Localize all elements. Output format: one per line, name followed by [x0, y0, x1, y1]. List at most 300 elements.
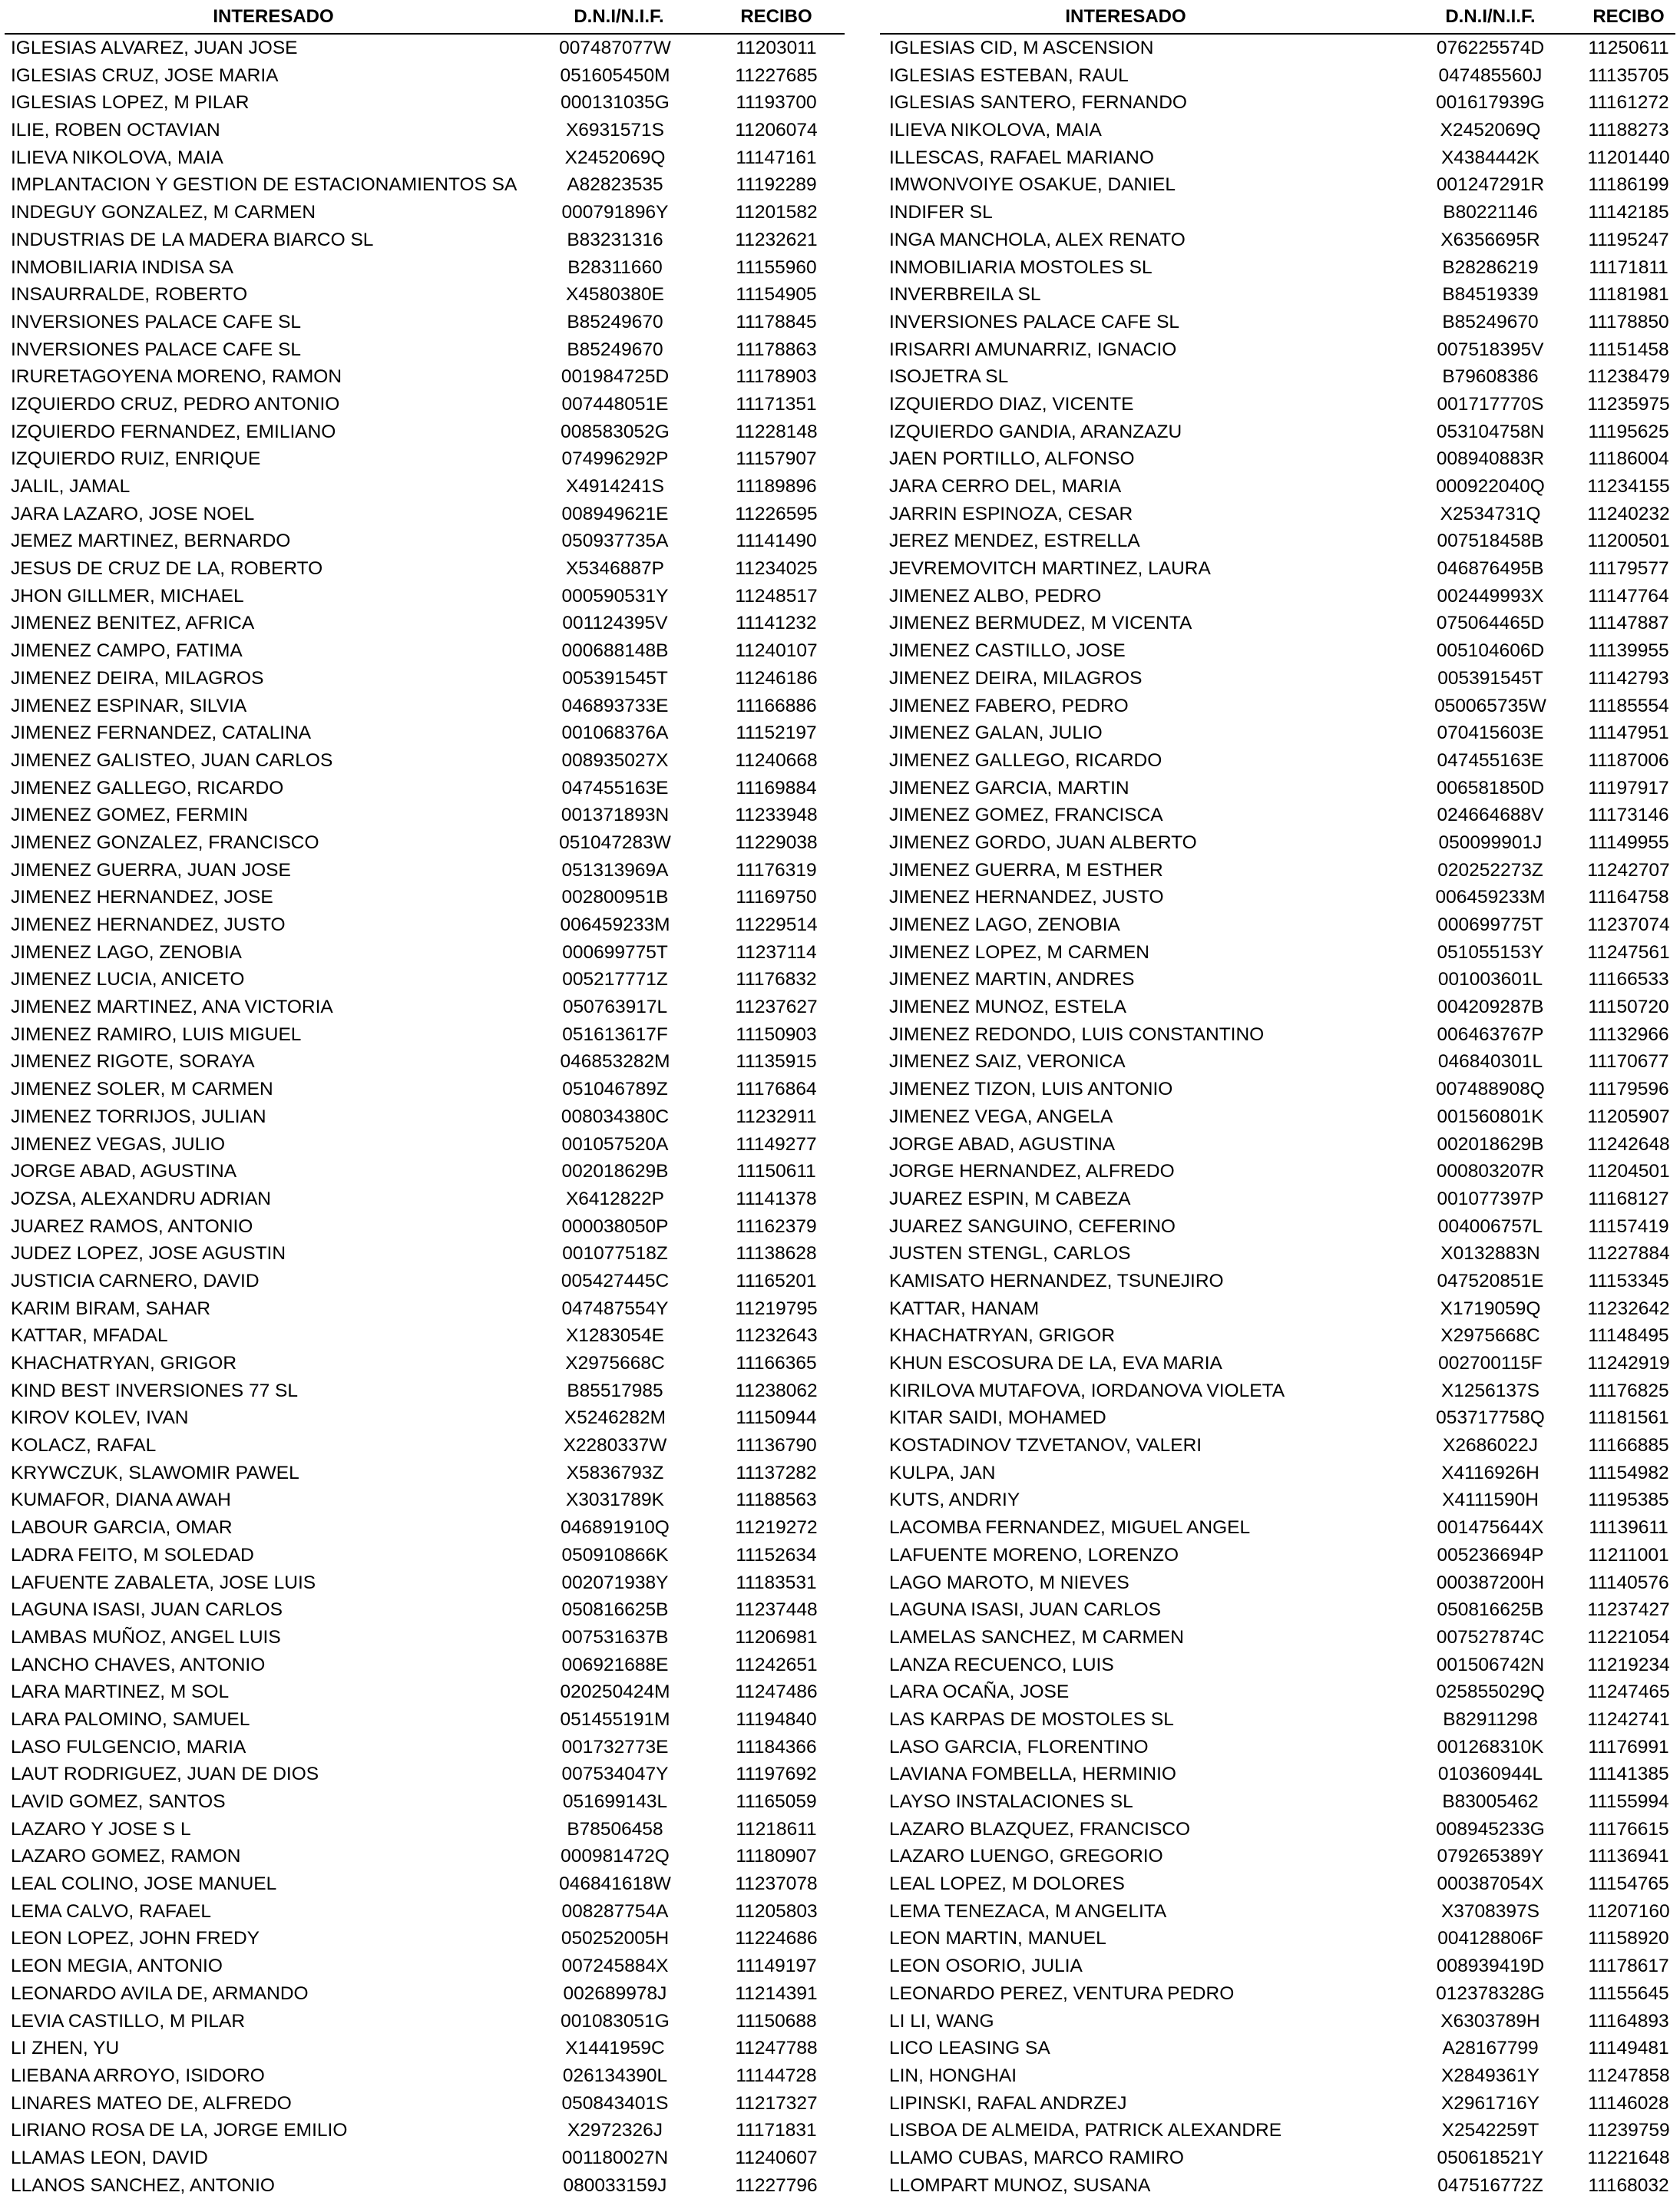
recibo-cell: 11227685: [735, 64, 818, 86]
dni-cell: 051605450M: [560, 64, 670, 86]
recibo-cell: 11240232: [1587, 503, 1670, 524]
recibo-cell: 11206074: [735, 120, 818, 141]
recibo-cell: 11185554: [1588, 695, 1669, 716]
dni-cell: 047455163E: [1437, 749, 1544, 771]
dni-cell: X0132883N: [1440, 1243, 1540, 1265]
dni-cell: B84519339: [1442, 284, 1539, 306]
recibo-cell: 11250611: [1588, 38, 1669, 58]
interesado-cell: IZQUIERDO GANDIA, ARANZAZU: [889, 421, 1182, 442]
table-row: [5, 473, 845, 501]
table-row: [5, 1542, 845, 1569]
table-row: [880, 501, 1675, 528]
table-row: [5, 1404, 845, 1432]
dni-cell: X2280337W: [563, 1435, 667, 1457]
recibo-cell: 11203011: [736, 38, 817, 58]
table-row: [5, 583, 845, 610]
recibo-cell: 11135705: [1588, 64, 1669, 86]
interesado-cell: INSAURRALDE, ROBERTO: [11, 284, 248, 306]
recibo-cell: 11232642: [1587, 1298, 1670, 1319]
interesado-cell: JALIL, JAMAL: [11, 476, 131, 497]
dni-cell: X2961716Y: [1440, 2092, 1540, 2114]
interesado-cell: JIMENEZ GARCIA, MARTIN: [889, 777, 1129, 799]
table-row: [5, 35, 845, 62]
table-row: [5, 1268, 845, 1295]
dni-cell: 001077518Z: [562, 1243, 668, 1265]
table-row: [880, 2008, 1675, 2035]
table-row: [5, 89, 845, 117]
header-recibo: RECIBO: [740, 6, 812, 27]
dni-cell: 000791896Y: [561, 202, 669, 223]
recibo-cell: 11152197: [736, 723, 817, 744]
interesado-cell: LACOMBA FERNANDEZ, MIGUEL ANGEL: [889, 1517, 1251, 1539]
table-row: [880, 309, 1675, 336]
dni-cell: 005217771Z: [562, 969, 668, 990]
recibo-cell: 11188563: [736, 1490, 817, 1511]
table-row: [5, 62, 845, 90]
dni-cell: 000699775T: [1437, 914, 1543, 935]
dni-cell: 006463767P: [1437, 1023, 1544, 1045]
interesado-cell: JIMENEZ VEGAS, JULIO: [11, 1133, 226, 1155]
dni-cell: 005104606D: [1436, 640, 1545, 662]
interesado-cell: KHACHATRYAN, GRIGOR: [889, 1325, 1116, 1347]
dni-cell: X6931571S: [565, 120, 665, 141]
recibo-cell: 11150944: [736, 1407, 817, 1429]
interesado-cell: ILIE, ROBEN OCTAVIAN: [11, 120, 220, 141]
interesado-cell: LAGUNA ISASI, JUAN CARLOS: [889, 1599, 1161, 1621]
recibo-cell: 11206981: [735, 1626, 818, 1648]
recibo-cell: 11239759: [1587, 2120, 1670, 2141]
recibo-cell: 11195385: [1588, 1490, 1669, 1511]
table-row: [5, 1569, 845, 1597]
recibo-cell: 11157907: [736, 448, 817, 470]
interesado-cell: LASO FULGENCIO, MARIA: [11, 1736, 246, 1758]
interesado-cell: JUAREZ RAMOS, ANTONIO: [11, 1215, 253, 1237]
recibo-cell: 11176864: [736, 1079, 817, 1100]
interesado-cell: LASO GARCIA, FLORENTINO: [889, 1736, 1149, 1758]
recibo-cell: 11186199: [1588, 174, 1669, 196]
dni-cell: X1283054E: [565, 1325, 665, 1347]
table-row: [5, 363, 845, 391]
recibo-cell: 11197692: [736, 1764, 817, 1785]
dni-cell: 007448051E: [561, 393, 669, 415]
table-row: [5, 775, 845, 802]
dni-cell: 046876495B: [1437, 558, 1544, 580]
table-row: [5, 171, 845, 199]
recibo-cell: 11247858: [1587, 2065, 1670, 2086]
interesado-cell: LLANOS SANCHEZ, ANTONIO: [11, 2174, 275, 2196]
recibo-cell: 11217327: [735, 2092, 818, 2114]
interesado-cell: LI ZHEN, YU: [11, 2038, 120, 2059]
dni-cell: X2452069Q: [564, 147, 666, 168]
recibo-cell: 11193700: [736, 92, 817, 114]
recibo-cell: 11242919: [1587, 1353, 1670, 1374]
dni-cell: 001068376A: [561, 723, 669, 744]
interesado-cell: LAZARO BLAZQUEZ, FRANCISCO: [889, 1818, 1191, 1840]
interesado-cell: JIMENEZ LAGO, ZENOBIA: [889, 914, 1120, 935]
recibo-cell: 11165201: [736, 1270, 817, 1291]
table-row: [5, 1350, 845, 1377]
interesado-cell: JIMENEZ LOPEZ, M CARMEN: [889, 941, 1149, 963]
interesado-cell: LEAL LOPEZ, M DOLORES: [889, 1873, 1125, 1895]
dni-cell: X2686022J: [1443, 1435, 1538, 1457]
table-row: [5, 2144, 845, 2172]
table-row: [5, 336, 845, 364]
table-row: [880, 473, 1675, 501]
interesado-cell: INVERSIONES PALACE CAFE SL: [11, 339, 302, 360]
recibo-cell: 11189896: [736, 476, 817, 497]
dni-cell: X4111590H: [1442, 1490, 1539, 1511]
table-row: [880, 1404, 1675, 1432]
interesado-cell: JORGE HERNANDEZ, ALFREDO: [889, 1161, 1175, 1182]
table-row: [880, 747, 1675, 775]
table-row: [5, 2035, 845, 2062]
dni-cell: 000387054X: [1437, 1873, 1544, 1895]
table-row: [5, 1048, 845, 1076]
recibo-cell: 11247486: [735, 1681, 818, 1703]
dni-cell: 008939419D: [1436, 1956, 1545, 1977]
recibo-cell: 11233948: [735, 805, 818, 826]
recibo-cell: 11178903: [736, 366, 817, 388]
interesado-cell: JUAREZ ESPIN, M CABEZA: [889, 1188, 1131, 1209]
interesado-cell: JIMENEZ HERNANDEZ, JOSE: [11, 887, 273, 908]
interesado-cell: JIMENEZ DEIRA, MILAGROS: [889, 667, 1143, 689]
recibo-cell: 11178850: [1588, 311, 1669, 332]
interesado-cell: JIMENEZ SOLER, M CARMEN: [11, 1079, 273, 1100]
recibo-cell: 11135915: [736, 1051, 817, 1073]
recibo-cell: 11136941: [1588, 1846, 1669, 1867]
interesado-cell: JIMENEZ MARTINEZ, ANA VICTORIA: [11, 997, 333, 1018]
table-row: [880, 363, 1675, 391]
interesado-cell: INDUSTRIAS DE LA MADERA BIARCO SL: [11, 229, 374, 250]
dni-cell: X2975668C: [1440, 1325, 1540, 1347]
interesado-cell: JARA CERRO DEL, MARIA: [889, 476, 1122, 497]
table-row: [880, 911, 1675, 939]
dni-cell: 001475644X: [1437, 1517, 1544, 1539]
table-row: [5, 884, 845, 911]
dni-cell: 046891910Q: [561, 1517, 670, 1539]
dni-cell: 002689978J: [563, 1982, 667, 2004]
recibo-cell: 11232643: [735, 1325, 818, 1347]
recibo-cell: 11237448: [735, 1599, 818, 1621]
table-row: [880, 144, 1675, 172]
interesado-cell: LAUT RODRIGUEZ, JUAN DE DIOS: [11, 1764, 319, 1785]
interesado-cell: JUDEZ LOPEZ, JOSE AGUSTIN: [11, 1243, 286, 1265]
dni-cell: 047516772Z: [1437, 2174, 1543, 2196]
interesado-cell: IZQUIERDO CRUZ, PEDRO ANTONIO: [11, 393, 340, 415]
interesado-cell: IZQUIERDO RUIZ, ENRIQUE: [11, 448, 261, 470]
table-row: [880, 939, 1675, 967]
interesado-cell: JIMENEZ MARTIN, ANDRES: [889, 969, 1135, 990]
interesado-cell: INGA MANCHOLA, ALEX RENATO: [889, 229, 1186, 250]
table-row: [880, 637, 1675, 665]
dni-cell: X4116926H: [1441, 1462, 1539, 1483]
dni-cell: 047455163E: [561, 777, 669, 799]
recibo-cell: 11201440: [1587, 147, 1670, 168]
recibo-cell: 11229038: [735, 832, 818, 853]
table-row: [880, 1240, 1675, 1268]
interesado-cell: JIMENEZ SAIZ, VERONICA: [889, 1051, 1126, 1073]
recibo-cell: 11150903: [736, 1023, 817, 1045]
table-row: [5, 1652, 845, 1679]
dni-cell: 001077397P: [1437, 1188, 1544, 1209]
dni-cell: 051047283W: [559, 832, 671, 853]
table-row: [880, 418, 1675, 446]
interesado-cell: LANCHO CHAVES, ANTONIO: [11, 1654, 266, 1675]
table-row: [880, 857, 1675, 885]
recibo-cell: 11242707: [1587, 859, 1670, 881]
interesado-cell: JEREZ MENDEZ, ESTRELLA: [889, 531, 1140, 552]
table-row: [880, 1486, 1675, 1514]
recibo-cell: 11179596: [1588, 1079, 1669, 1100]
dni-cell: 000699775T: [562, 941, 668, 963]
interesado-cell: JIMENEZ GALLEGO, RICARDO: [889, 749, 1162, 771]
table-row: [5, 445, 845, 473]
dni-cell: 001124395V: [562, 613, 668, 634]
interesado-cell: LLOMPART MUNOZ, SUSANA: [889, 2174, 1151, 2196]
dni-cell: 002018629B: [1437, 1133, 1544, 1155]
dni-cell: 075064465D: [1436, 613, 1545, 634]
interesado-cell: JIMENEZ GALLEGO, RICARDO: [11, 777, 284, 799]
recibo-cell: 11237427: [1587, 1599, 1670, 1621]
table-row: [880, 1213, 1675, 1241]
recibo-cell: 11141490: [736, 531, 817, 552]
table-row: [5, 1377, 845, 1405]
table-row: [5, 391, 845, 418]
table-row: [5, 2117, 845, 2144]
table-row: [880, 1021, 1675, 1049]
dni-cell: 008940883R: [1436, 448, 1545, 470]
table-row: [5, 1185, 845, 1213]
interesado-cell: LADRA FEITO, M SOLEDAD: [11, 1544, 254, 1566]
dni-cell: B28311660: [567, 256, 663, 278]
dni-cell: 007534047Y: [561, 1764, 669, 1785]
table-row: [880, 1761, 1675, 1788]
table-row: [5, 1295, 845, 1323]
recibo-cell: 11151458: [1588, 339, 1669, 360]
recibo-cell: 11228148: [735, 421, 818, 442]
recibo-cell: 11148495: [1588, 1325, 1669, 1347]
dni-cell: 007518458B: [1437, 531, 1544, 552]
recibo-cell: 11242651: [735, 1654, 818, 1675]
dni-cell: B85249670: [567, 311, 663, 332]
table-row: [5, 1761, 845, 1788]
dni-cell: 007487077W: [559, 38, 671, 58]
interesado-cell: LISBOA DE ALMEIDA, PATRICK ALEXANDRE: [889, 2120, 1282, 2141]
recibo-cell: 11155645: [1588, 1982, 1669, 2004]
recibo-cell: 11147161: [736, 147, 817, 168]
dni-cell: X2542259T: [1441, 2120, 1539, 2141]
interesado-cell: LAYSO INSTALACIONES SL: [889, 1791, 1133, 1812]
table-row: [5, 637, 845, 665]
interesado-cell: JIMENEZ VEGA, ANGELA: [889, 1106, 1113, 1127]
interesado-cell: ILIEVA NIKOLOVA, MAIA: [11, 147, 223, 168]
interesado-cell: KATTAR, MFADAL: [11, 1325, 168, 1347]
recibo-cell: 11166885: [1588, 1435, 1669, 1457]
table-row: [5, 1514, 845, 1542]
table-row: [880, 1652, 1675, 1679]
table-row: [5, 1706, 845, 1734]
recibo-cell: 11141232: [736, 613, 817, 634]
recibo-cell: 11219795: [735, 1298, 818, 1319]
interesado-cell: JIMENEZ RAMIRO, LUIS MIGUEL: [11, 1023, 302, 1045]
recibo-cell: 11211001: [1588, 1544, 1669, 1566]
interesado-cell: JAEN PORTILLO, ALFONSO: [889, 448, 1135, 470]
dni-cell: 006459233M: [560, 914, 670, 935]
table-row: [5, 665, 845, 693]
table-row: [880, 994, 1675, 1021]
dni-cell: 008287754A: [561, 1900, 669, 1922]
interesado-cell: LAZARO GOMEZ, RAMON: [11, 1846, 241, 1867]
table-row: [880, 2144, 1675, 2172]
recibo-cell: 11132966: [1588, 1023, 1669, 1045]
interesado-cell: LIEBANA ARROYO, ISIDORO: [11, 2065, 265, 2086]
dni-cell: X2972326J: [567, 2120, 663, 2141]
interesado-cell: LEMA CALVO, RAFAEL: [11, 1900, 211, 1922]
recibo-cell: 11232911: [736, 1106, 817, 1127]
interesado-cell: JIMENEZ ESPINAR, SILVIA: [11, 695, 247, 716]
dni-cell: 050099901J: [1438, 832, 1543, 853]
dni-cell: X1256137S: [1440, 1380, 1540, 1401]
table-row: [880, 775, 1675, 802]
interesado-cell: JIMENEZ LAGO, ZENOBIA: [11, 941, 242, 963]
dni-cell: 001617939G: [1436, 92, 1545, 114]
recibo-cell: 11162379: [736, 1215, 817, 1237]
recibo-cell: 11176319: [736, 859, 817, 881]
table-row: [880, 1268, 1675, 1295]
interesado-cell: JARA LAZARO, JOSE NOEL: [11, 503, 255, 524]
interesado-cell: LARA PALOMINO, SAMUEL: [11, 1708, 250, 1730]
table-row: [5, 719, 845, 747]
dni-cell: 051613617F: [562, 1023, 668, 1045]
recibo-cell: 11221648: [1587, 2147, 1670, 2168]
interesado-cell: LAGO MAROTO, M NIEVES: [889, 1572, 1129, 1593]
dni-cell: 005427445C: [561, 1270, 670, 1291]
table-row: [880, 171, 1675, 199]
dni-cell: 047485560J: [1438, 64, 1543, 86]
recibo-cell: 11137282: [736, 1462, 817, 1483]
interesado-cell: LEAL COLINO, JOSE MANUEL: [11, 1873, 277, 1895]
header-interesado: INTERESADO: [213, 6, 334, 27]
dni-cell: 050816625B: [561, 1599, 669, 1621]
interesado-cell: JIMENEZ FERNANDEZ, CATALINA: [11, 723, 312, 744]
interesado-cell: LAVID GOMEZ, SANTOS: [11, 1791, 226, 1812]
dni-cell: 008949621E: [561, 503, 669, 524]
dni-cell: 001984725D: [561, 366, 670, 388]
recibo-cell: 11179577: [1588, 558, 1669, 580]
dni-cell: 050252005H: [561, 1928, 670, 1949]
table-row: [880, 227, 1675, 254]
dni-cell: B83231316: [567, 229, 663, 250]
recibo-cell: 11150688: [736, 2010, 817, 2032]
interesado-cell: KITAR SAIDI, MOHAMED: [889, 1407, 1106, 1429]
recibo-cell: 11142793: [1588, 667, 1669, 689]
recibo-cell: 11238479: [1587, 366, 1670, 388]
table-row: [5, 2090, 845, 2118]
table-row: [880, 1843, 1675, 1870]
interesado-cell: JIMENEZ GALAN, JULIO: [889, 723, 1103, 744]
table-row: [880, 555, 1675, 583]
interesado-cell: KULPA, JAN: [889, 1462, 996, 1483]
table-row: [5, 1898, 845, 1926]
dni-cell: 080033159J: [563, 2174, 667, 2196]
interesado-cell: INVERSIONES PALACE CAFE SL: [889, 311, 1180, 332]
recibo-cell: 11136790: [736, 1435, 817, 1457]
table-row: [5, 1322, 845, 1350]
table-row: [5, 555, 845, 583]
interesado-cell: JUSTEN STENGL, CARLOS: [889, 1243, 1131, 1265]
recibo-cell: 11194840: [736, 1708, 817, 1730]
interesado-cell: KARIM BIRAM, SAHAR: [11, 1298, 211, 1319]
dni-cell: 046841618W: [559, 1873, 671, 1895]
dni-cell: 020250424M: [560, 1681, 670, 1703]
interesado-cell: IRURETAGOYENA MORENO, RAMON: [11, 366, 342, 388]
recibo-cell: 11140576: [1588, 1572, 1669, 1593]
interesado-cell: LEON LOPEZ, JOHN FREDY: [11, 1928, 260, 1949]
interesado-cell: KOLACZ, RAFAL: [11, 1435, 157, 1457]
interesado-cell: LI LI, WANG: [889, 2010, 994, 2032]
recibo-cell: 11197917: [1588, 777, 1669, 799]
interesado-cell: KHACHATRYAN, GRIGOR: [11, 1353, 237, 1374]
dni-cell: B80221146: [1443, 202, 1538, 223]
recibo-cell: 11234025: [735, 558, 818, 580]
dni-cell: B28286219: [1442, 256, 1539, 278]
table-row: [5, 1076, 845, 1103]
table-row: [880, 1816, 1675, 1844]
interesado-cell: IMPLANTACION Y GESTION DE ESTACIONAMIENTOS SA: [11, 174, 518, 196]
header-interesado: INTERESADO: [1065, 6, 1186, 27]
interesado-cell: IGLESIAS ESTEBAN, RAUL: [889, 64, 1129, 86]
table-row: [5, 199, 845, 227]
table-row: [880, 1953, 1675, 1980]
table-row: [5, 501, 845, 528]
dni-cell: X3708397S: [1440, 1900, 1540, 1922]
dni-cell: 007531637B: [561, 1626, 669, 1648]
table-row: [5, 693, 845, 720]
table-row: [5, 966, 845, 994]
interesado-cell: LEMA TENEZACA, M ANGELITA: [889, 1900, 1167, 1922]
recibo-cell: 11227884: [1587, 1243, 1670, 1265]
recibo-cell: 11219234: [1587, 1654, 1670, 1675]
recibo-cell: 11240668: [735, 749, 818, 771]
dni-cell: 000803207R: [1436, 1161, 1545, 1182]
dni-cell: 007518395V: [1437, 339, 1544, 360]
interesado-cell: LINARES MATEO DE, ALFREDO: [11, 2092, 292, 2114]
recibo-cell: 11149197: [736, 1956, 817, 1977]
interesado-cell: LEON MARTIN, MANUEL: [889, 1928, 1106, 1949]
interesado-cell: LAZARO LUENGO, GREGORIO: [889, 1846, 1163, 1867]
table-row: [880, 1624, 1675, 1652]
table-row: [5, 1596, 845, 1624]
table-row: [880, 583, 1675, 610]
table-row: [880, 1569, 1675, 1597]
dni-cell: 005391545T: [1437, 667, 1543, 689]
dni-cell: X5346887P: [565, 558, 665, 580]
recibo-cell: 11152634: [736, 1544, 817, 1566]
dni-cell: B79608386: [1442, 366, 1539, 388]
recibo-cell: 11168127: [1588, 1188, 1669, 1209]
table-row: [880, 2172, 1675, 2199]
interesado-cell: IGLESIAS SANTERO, FERNANDO: [889, 92, 1187, 114]
dni-cell: 002449993X: [1437, 585, 1544, 607]
interesado-cell: JIMENEZ GUERRA, JUAN JOSE: [11, 859, 291, 881]
recibo-cell: 11234155: [1587, 476, 1670, 497]
dni-cell: 012378328G: [1436, 1982, 1545, 2004]
interesado-cell: JIMENEZ CAMPO, FATIMA: [11, 640, 243, 662]
interesado-cell: JIMENEZ FABERO, PEDRO: [889, 695, 1129, 716]
table-row: [5, 2062, 845, 2090]
interesado-cell: JEMEZ MARTINEZ, BERNARDO: [11, 531, 291, 552]
table-row: [880, 391, 1675, 418]
